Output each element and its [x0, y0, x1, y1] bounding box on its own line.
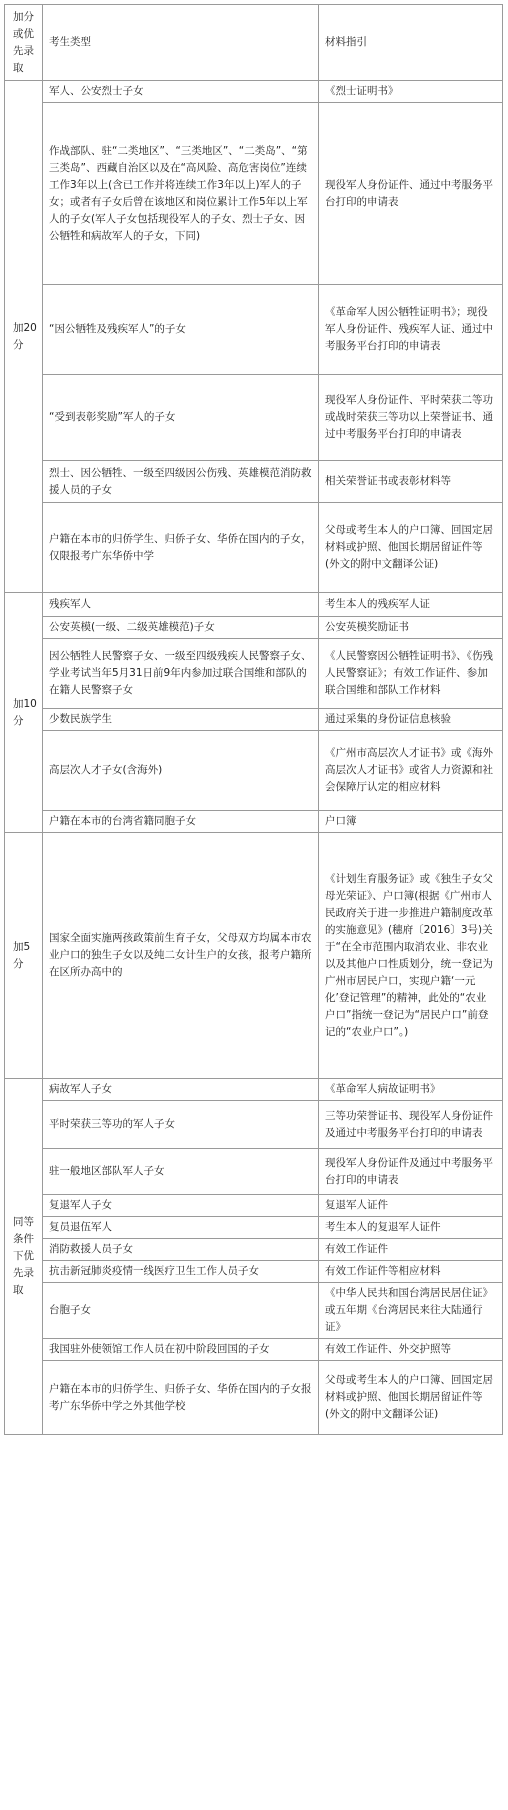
table-row: [5, 1079, 503, 1101]
type-cell: 国家全面实施两孩政策前生育子女，父母双方均属本市农业户口的独生子女以及纯二女计生户的女孩，报考户籍所在区所办高中的: [43, 833, 319, 1079]
type-cell: 户籍在本市的台湾省籍同胞子女: [43, 811, 319, 833]
type-cell: 军人、公安烈士子女: [43, 81, 319, 103]
table-row: [5, 503, 503, 593]
type-cell: 台胞子女: [43, 1283, 319, 1339]
material-cell: 《革命军人因公牺牲证明书》；现役军人身份证件、残疾军人证、通过中考服务平台打印的申请表: [319, 285, 503, 375]
table-row: [5, 1261, 503, 1283]
type-cell: “受到表彰奖励”军人的子女: [43, 375, 319, 461]
table-row: [5, 285, 503, 375]
header-row: [5, 5, 503, 81]
material-cell: 《中华人民共和国台湾居民居住证》或五年期《台湾居民来往大陆通行证》: [319, 1283, 503, 1339]
type-cell: 消防救援人员子女: [43, 1239, 319, 1261]
table-row: [5, 1149, 503, 1195]
header-type: 考生类型: [43, 5, 319, 81]
material-cell: 户口簿: [319, 811, 503, 833]
table-row: [5, 833, 503, 1079]
type-cell: 平时荣获三等功的军人子女: [43, 1101, 319, 1149]
material-cell: 现役军人身份证件、平时荣获二等功或战时荣获三等功以上荣誉证书、通过中考服务平台打印的申请表: [319, 375, 503, 461]
material-cell: 现役军人身份证件、通过中考服务平台打印的申请表: [319, 103, 503, 285]
table-row: [5, 1195, 503, 1217]
policy-table: [4, 4, 503, 1435]
table-row: [5, 593, 503, 617]
material-cell: 《人民警察因公牺牲证明书》、《伤残人民警察证》；有效工作证件、参加联合国维和部队工作材料: [319, 639, 503, 709]
type-cell: 抗击新冠肺炎疫情一线医疗卫生工作人员子女: [43, 1261, 319, 1283]
table-row: [5, 709, 503, 731]
type-cell: 公安英模(一级、二级英雄模范)子女: [43, 617, 319, 639]
header-bonus: 加分或优先录取: [5, 5, 43, 81]
table-row: [5, 1239, 503, 1261]
type-cell: 残疾军人: [43, 593, 319, 617]
material-cell: 父母或考生本人的户口簿、回国定居材料或护照、他国长期居留证件等(外文的附中文翻译公证): [319, 503, 503, 593]
bonus-cell: 加20分: [5, 81, 43, 593]
material-cell: 有效工作证件: [319, 1239, 503, 1261]
type-cell: “因公牺牲及残疾军人”的子女: [43, 285, 319, 375]
table-row: [5, 81, 503, 103]
type-cell: 我国驻外使领馆工作人员在初中阶段回国的子女: [43, 1339, 319, 1361]
type-cell: 病故军人子女: [43, 1079, 319, 1101]
policy-table-body: [5, 5, 503, 1435]
header-material: 材料指引: [319, 5, 503, 81]
table-row: [5, 731, 503, 811]
type-cell: 复退军人子女: [43, 1195, 319, 1217]
material-cell: 《计划生育服务证》或《独生子女父母光荣证》、户口簿(根据《广州市人民政府关于进一步推进户籍制度改革的实施意见》(穗府〔2016〕3号)关于“在全市范围内取消农业、非农业以及其他户口性质划分，统一登记为广州市居民户口，实现户籍‘一元化’登记管理”的精神，此处的“农业户口”指统一登记为“居民户口”前登记的“农业户口”。): [319, 833, 503, 1079]
type-cell: 驻一般地区部队军人子女: [43, 1149, 319, 1195]
material-cell: 考生本人的复退军人证件: [319, 1217, 503, 1239]
type-cell: 少数民族学生: [43, 709, 319, 731]
material-cell: 有效工作证件等相应材料: [319, 1261, 503, 1283]
material-cell: 有效工作证件、外交护照等: [319, 1339, 503, 1361]
table-row: [5, 1101, 503, 1149]
table-row: [5, 1283, 503, 1339]
material-cell: 父母或考生本人的户口簿、回国定居材料或护照、他国长期居留证件等(外文的附中文翻译公证): [319, 1361, 503, 1435]
material-cell: 相关荣誉证书或表彰材料等: [319, 461, 503, 503]
material-cell: 《烈士证明书》: [319, 81, 503, 103]
type-cell: 户籍在本市的归侨学生、归侨子女、华侨在国内的子女，仅限报考广东华侨中学: [43, 503, 319, 593]
type-cell: 烈士、因公牺牲、一级至四级因公伤残、英雄模范消防救援人员的子女: [43, 461, 319, 503]
table-row: [5, 375, 503, 461]
material-cell: 《革命军人病故证明书》: [319, 1079, 503, 1101]
type-cell: 作战部队、驻“二类地区”、“三类地区”、“二类岛”、“第三类岛”、西藏自治区以及在“高风险、高危害岗位”连续工作3年以上(含已工作并将连续工作3年以上)军人的子女；或者有子女后曾在该地区和岗位累计工作5年以上军人的子女(军人子女包括现役军人的子女、烈士子女、因公牺牲和病故军人的子女，下同): [43, 103, 319, 285]
material-cell: 复退军人证件: [319, 1195, 503, 1217]
table-row: [5, 103, 503, 285]
table-row: [5, 461, 503, 503]
material-cell: 三等功荣誉证书、现役军人身份证件及通过中考服务平台打印的申请表: [319, 1101, 503, 1149]
type-cell: 高层次人才子女(含海外): [43, 731, 319, 811]
type-cell: 因公牺牲人民警察子女、一级至四级残疾人民警察子女、学业考试当年5月31日前9年内参加过联合国维和部队的在籍人民警察子女: [43, 639, 319, 709]
material-cell: 考生本人的残疾军人证: [319, 593, 503, 617]
table-row: [5, 1217, 503, 1239]
bonus-cell: 同等条件下优先录取: [5, 1079, 43, 1435]
table-row: [5, 1339, 503, 1361]
material-cell: 现役军人身份证件及通过中考服务平台打印的申请表: [319, 1149, 503, 1195]
table-row: [5, 1361, 503, 1435]
table-row: [5, 639, 503, 709]
bonus-cell: 加10分: [5, 593, 43, 833]
table-row: [5, 617, 503, 639]
material-cell: 公安英模奖励证书: [319, 617, 503, 639]
material-cell: 《广州市高层次人才证书》或《海外高层次人才证书》或省人力资源和社会保障厅认定的相应材料: [319, 731, 503, 811]
bonus-cell: 加5分: [5, 833, 43, 1079]
material-cell: 通过采集的身份证信息核验: [319, 709, 503, 731]
table-row: [5, 811, 503, 833]
type-cell: 复员退伍军人: [43, 1217, 319, 1239]
type-cell: 户籍在本市的归侨学生、归侨子女、华侨在国内的子女报考广东华侨中学之外其他学校: [43, 1361, 319, 1435]
